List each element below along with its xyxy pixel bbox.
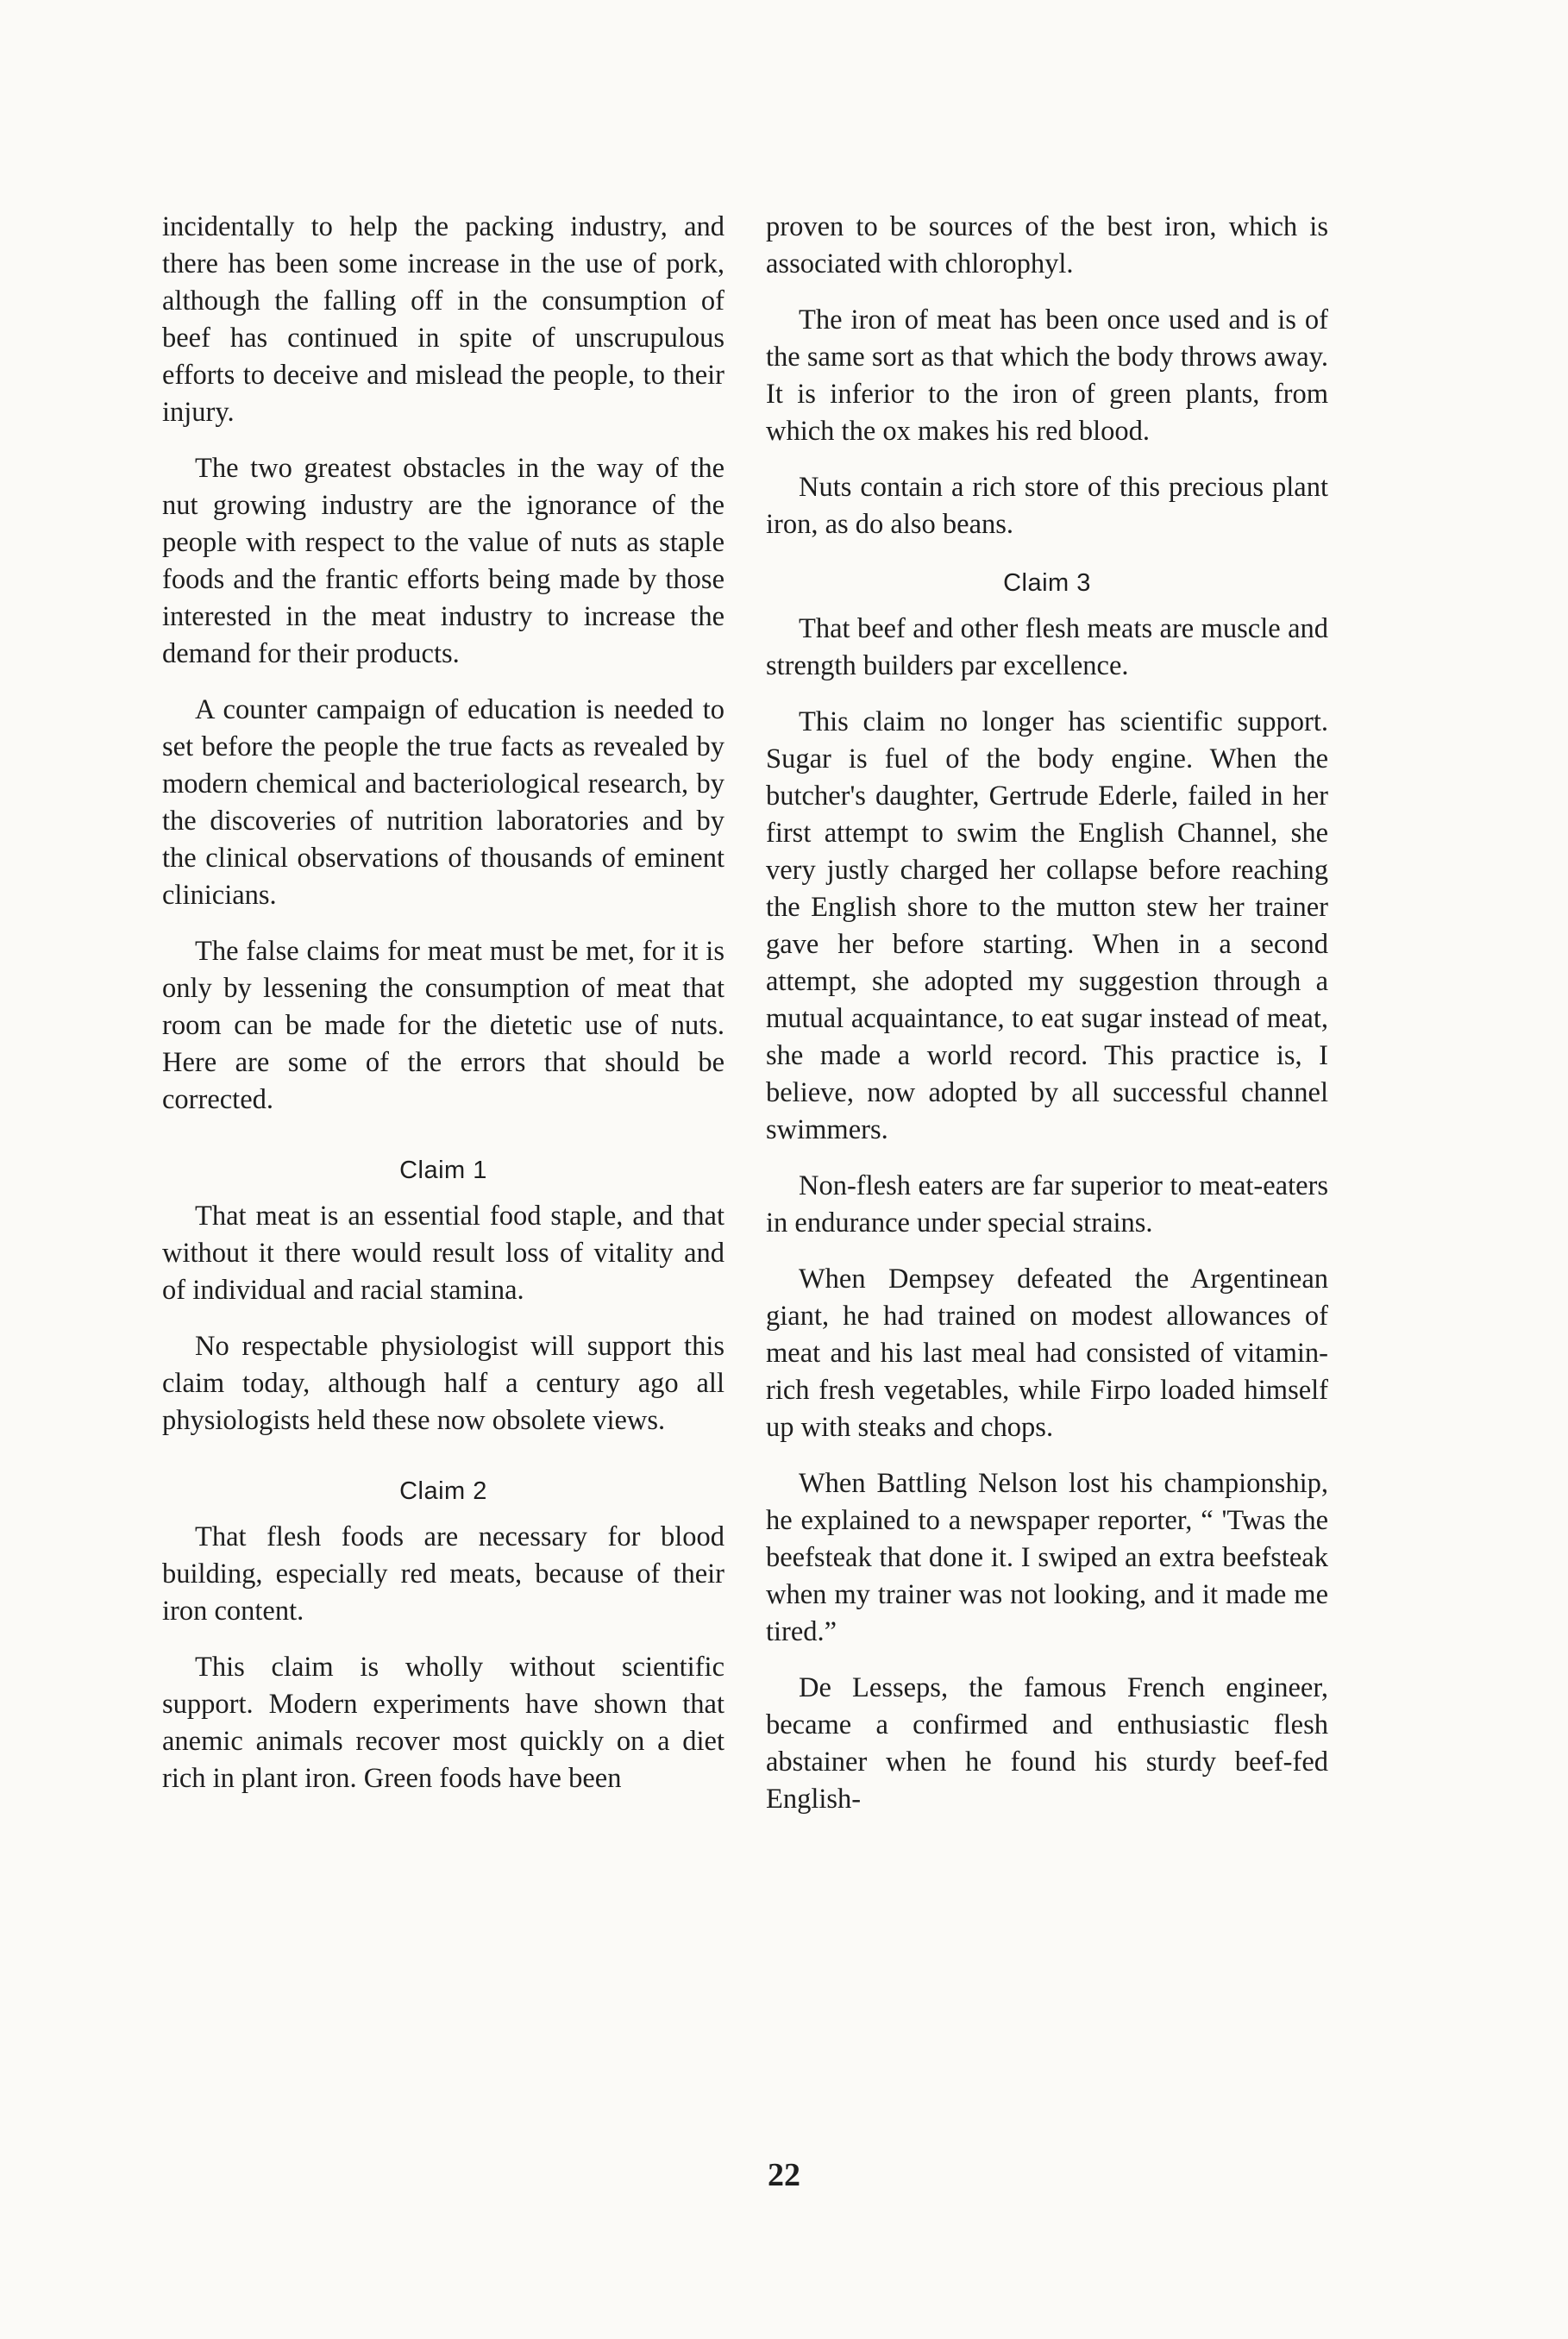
claim-3-statement: That beef and other flesh meats are muscle and strength builders par excellence. (766, 613, 1328, 681)
paragraph: The iron of meat has been once used and is of the same sort as that which the body throws away. It is inferior to the iron of green plants, from which the ox makes his red blood. (766, 304, 1328, 447)
paragraph: Non-flesh eaters are far superior to meat-eaters in endurance under special strains. (766, 1170, 1328, 1238)
page-number: 22 (768, 2157, 800, 2193)
claim-2-statement: That flesh foods are necessary for blood building, especially red meats, because of their iron content. (162, 1521, 724, 1627)
left-column (162, 209, 724, 1816)
claim-1-statement: That meat is an essential food staple, and that without it there would result loss of vitality and of individual and racial stamina. (162, 1201, 724, 1306)
paragraph: A counter campaign of education is needed to set before the people the true facts as revealed by modern chemical and bacteriological research, by the discoveries of nutrition laboratories and by the clinical observations of thousands of eminent clinicians. (162, 694, 724, 911)
paragraph: Nuts contain a rich store of this precious plant iron, as do also beans. (766, 472, 1328, 540)
paragraph: proven to be sources of the best iron, which is associated with chlorophyl. (766, 211, 1328, 279)
claim-1-heading: Claim 1 (399, 1157, 487, 1184)
paragraph: incidentally to help the packing industry, and there has been some increase in the use of pork, although the falling off in the consumption of beef has continued in spite of unscrupulous efforts to deceive and mislead the people, to their injury. (162, 211, 724, 428)
claim-1-reply: No respectable physiologist will support this claim today, although half a century ago all physiologists held these now obsolete views. (162, 1331, 724, 1436)
paragraph: When Battling Nelson lost his championship, he explained to a newspaper reporter, “ 'Twas the beefsteak that done it. I swiped an extra beefsteak when my trainer was not looking, and it made me tired.” (766, 1468, 1328, 1647)
paragraph: De Lesseps, the famous French engineer, became a confirmed and enthusiastic flesh abstainer when he found his sturdy beef-fed English- (766, 1672, 1328, 1815)
claim-2-reply: This claim is wholly without scientific support. Modern experiments have shown that anemic animals recover most quickly on a diet rich in plant iron. Green foods have been (162, 1652, 724, 1794)
claim-2-heading: Claim 2 (399, 1477, 487, 1505)
paragraph: The two greatest obstacles in the way of the nut growing industry are the ignorance of the people with respect to the value of nuts as staple foods and the frantic efforts being made by those interested in the meat industry to increase the demand for their products. (162, 453, 724, 669)
paragraph: The false claims for meat must be met, for it is only by lessening the consumption of meat that room can be made for the dietetic use of nuts. Here are some of the errors that should be corrected. (162, 936, 724, 1115)
paragraph: When Dempsey defeated the Argentinean giant, he had trained on modest allowances of meat and his last meal had consisted of vitamin-rich fresh vegetables, while Firpo loaded himself up with steaks and chops. (766, 1264, 1328, 1443)
claim-3-reply: This claim no longer has scientific support. Sugar is fuel of the body engine. When the butcher's daughter, Gertrude Ederle, failed in her first attempt to swim the English Channel, she very justly charged her collapse before reaching the English shore to the mutton stew her trainer gave her before starting. When in a second attempt, she adopted my suggestion through a mutual acquaintance, to eat sugar instead of meat, she made a world record. This practice is, I believe, now adopted by all successful channel swimmers. (766, 706, 1328, 1145)
claim-3-heading: Claim 3 (1003, 569, 1091, 597)
right-column (766, 209, 1328, 1837)
